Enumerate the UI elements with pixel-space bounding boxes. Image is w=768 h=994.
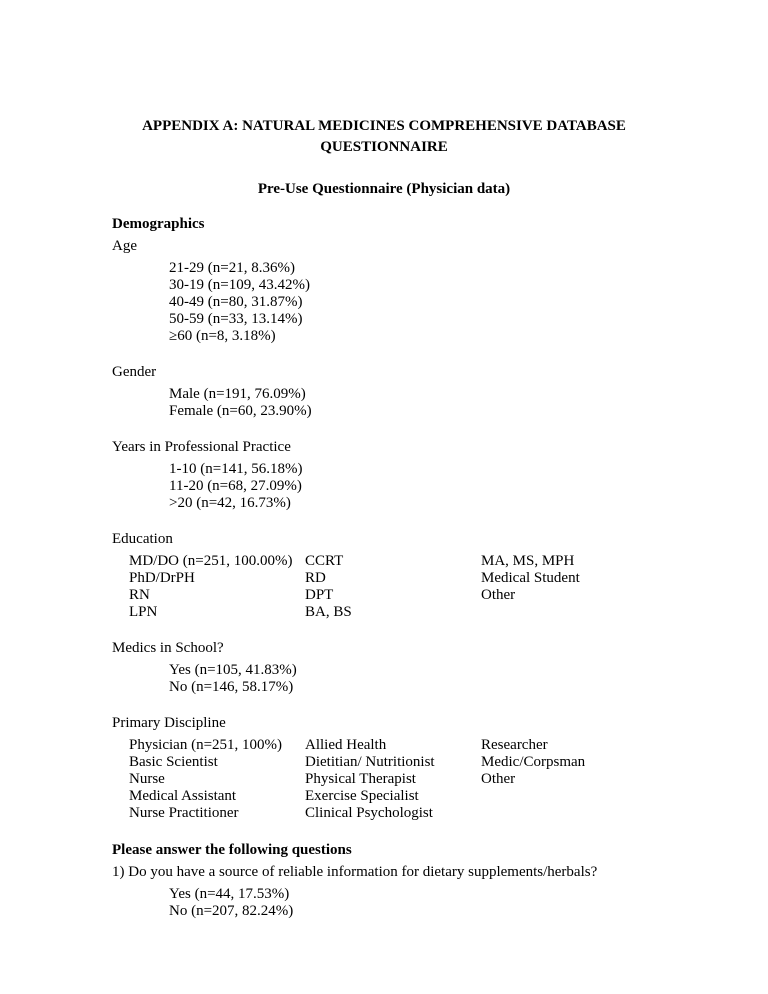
list-item: Medical Student (481, 570, 580, 586)
list-item: MA, MS, MPH (481, 553, 575, 569)
list-item: 50-59 (n=33, 13.14%) (169, 311, 303, 327)
demographics-heading: Demographics (112, 216, 205, 232)
list-item: No (n=207, 82.24%) (169, 903, 294, 919)
question-1-answers (169, 886, 293, 920)
list-item: Allied Health (305, 737, 387, 753)
list-item: DPT (305, 587, 334, 603)
title-line-1: APPENDIX A: NATURAL MEDICINES COMPREHENSIVE DATABASE (142, 118, 626, 134)
discipline-col-2 (305, 737, 435, 822)
list-item: Dietitian/ Nutritionist (305, 754, 435, 770)
discipline-col-3 (481, 737, 585, 788)
age-label: Age (112, 238, 137, 254)
list-item: Yes (n=105, 41.83%) (169, 662, 297, 678)
list-item: >20 (n=42, 16.73%) (169, 495, 291, 511)
list-item: RD (305, 570, 326, 586)
education-col-2 (305, 553, 352, 621)
education-col-3 (481, 553, 580, 604)
list-item: Nurse Practitioner (129, 805, 239, 821)
education-col-1 (129, 553, 292, 621)
list-item: PhD/DrPH (129, 570, 195, 586)
medics-label: Medics in School? (112, 640, 224, 656)
list-item: CCRT (305, 553, 344, 569)
list-item: 11-20 (n=68, 27.09%) (169, 478, 302, 494)
age-list (169, 260, 310, 345)
medics-list (169, 662, 297, 696)
list-item: 1-10 (n=141, 56.18%) (169, 461, 303, 477)
list-item: Nurse (129, 771, 165, 787)
list-item: 40-49 (n=80, 31.87%) (169, 294, 303, 310)
education-label: Education (112, 531, 173, 547)
list-item: Researcher (481, 737, 548, 753)
list-item: Male (n=191, 76.09%) (169, 386, 306, 402)
title-line-2: QUESTIONNAIRE (320, 139, 448, 155)
list-item: Basic Scientist (129, 754, 218, 770)
list-item: BA, BS (305, 604, 352, 620)
list-item: MD/DO (n=251, 100.00%) (129, 553, 293, 569)
list-item: Medical Assistant (129, 788, 237, 804)
list-item: No (n=146, 58.17%) (169, 679, 294, 695)
gender-list (169, 386, 312, 420)
subtitle: Pre-Use Questionnaire (Physician data) (257, 181, 511, 197)
years-label: Years in Professional Practice (112, 439, 291, 455)
discipline-col-1 (129, 737, 282, 822)
list-item: Clinical Psychologist (305, 805, 433, 821)
list-item: 30-19 (n=109, 43.42%) (169, 277, 310, 293)
discipline-label: Primary Discipline (112, 715, 226, 731)
list-item: RN (129, 587, 150, 603)
question-1: 1) Do you have a source of reliable information for dietary supplements/herbals? (112, 864, 598, 880)
list-item: ≥60 (n=8, 3.18%) (169, 328, 276, 344)
list-item: Yes (n=44, 17.53%) (169, 886, 290, 902)
gender-label: Gender (112, 364, 157, 380)
list-item: Other (481, 771, 516, 787)
list-item: Female (n=60, 23.90%) (169, 403, 312, 419)
list-item: Exercise Specialist (305, 788, 419, 804)
list-item: Physician (n=251, 100%) (129, 737, 283, 753)
list-item: LPN (129, 604, 158, 620)
list-item: Other (481, 587, 516, 603)
list-item: Physical Therapist (305, 771, 416, 787)
years-list (169, 461, 302, 512)
questions-heading: Please answer the following questions (112, 842, 352, 858)
list-item: 21-29 (n=21, 8.36%) (169, 260, 295, 276)
list-item: Medic/Corpsman (481, 754, 586, 770)
